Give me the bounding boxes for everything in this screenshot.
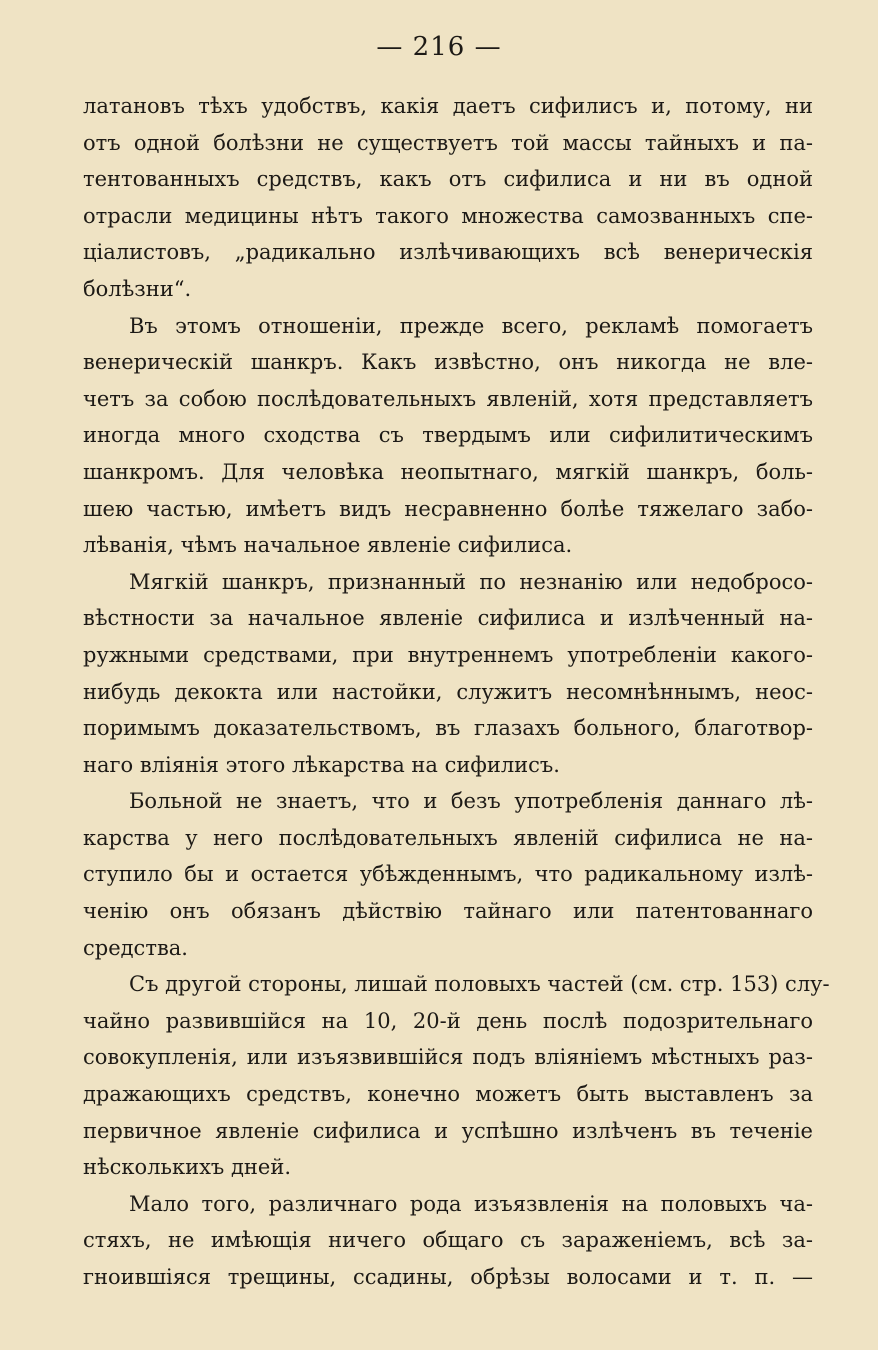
body-text xyxy=(83,88,830,1296)
text-line: четъ за собою послѣдовательныхъ явленій, хотя представляетъ xyxy=(83,386,813,411)
text-line: Больной не знаетъ, что и безъ употребленія даннаго лѣ- xyxy=(129,789,813,814)
text-line: вѣстности за начальное явленіе сифилиса и излѣченный на- xyxy=(83,606,813,631)
text-line: нибудь декокта или настойки, служитъ несомнѣннымъ, неос- xyxy=(83,679,813,704)
text-line: ружными средствами, при внутреннемъ употребленіи какого- xyxy=(83,642,813,667)
text-line: карства у него послѣдовательныхъ явленій сифилиса не на- xyxy=(83,825,813,850)
text-line: совокупленія, или изъязвившійся подъ вліяніемъ мѣстныхъ раз- xyxy=(83,1045,813,1070)
text-line: шею частью, имѣетъ видъ несравненно болѣе тяжелаго забо- xyxy=(83,496,813,521)
text-line: латановъ тѣхъ удобствъ, какія даетъ сифилисъ и, потому, ни xyxy=(83,94,813,118)
text-line: чайно развившійся на 10, 20-й день послѣ подозрительнаго xyxy=(83,1008,813,1033)
text-line: первичное явленіе сифилиса и успѣшно излѣченъ въ теченіе xyxy=(83,1118,813,1143)
text-line: нѣсколькихъ дней. xyxy=(83,1155,291,1180)
text-line: лѣванія, чѣмъ начальное явленіе сифилиса. xyxy=(83,533,573,558)
text-line: поримымъ доказательствомъ, въ глазахъ больного, благотвор- xyxy=(83,716,813,741)
text-line: Мягкій шанкръ, признанный по незнанію или недобросо- xyxy=(129,569,813,594)
text-line: ступило бы и остается убѣжденнымъ, что радикальному излѣ- xyxy=(83,862,813,887)
text-line: болѣзни“. xyxy=(83,276,192,301)
text-line: ченію онъ обязанъ дѣйствію тайнаго или патентованнаго xyxy=(83,899,813,924)
text-line: иногда много сходства съ твердымъ или сифилитическимъ xyxy=(83,423,813,448)
text-line: наго вліянія этого лѣкарства на сифилисъ. xyxy=(83,752,560,777)
page-number: — 216 — xyxy=(376,32,502,62)
text-line: дражающихъ средствъ, конечно можетъ быть выставленъ за xyxy=(83,1082,813,1107)
text-line: венерическій шанкръ. Какъ извѣстно, онъ никогда не вле- xyxy=(83,350,813,375)
text-line: отъ одной болѣзни не существуетъ той массы тайныхъ и па- xyxy=(83,130,813,155)
text-line: ціалистовъ, „радикально излѣчивающихъ всѣ венерическія xyxy=(83,240,813,265)
text-line: стяхъ, не имѣющія ничего общаго съ зараженіемъ, всѣ за- xyxy=(83,1228,813,1253)
text-line: средства. xyxy=(83,935,188,960)
text-line: тентованныхъ средствъ, какъ отъ сифилиса и ни въ одной xyxy=(83,167,813,192)
text-line: отрасли медицины нѣтъ такого множества самозванныхъ спе- xyxy=(83,203,813,228)
text-line: гноившіяся трещины, ссадины, обрѣзы волосами и т. п. — xyxy=(83,1265,813,1289)
text-line: Въ этомъ отношеніи, прежде всего, рекламѣ помогаетъ xyxy=(129,313,813,338)
text-line: Съ другой стороны, лишай половыхъ частей (см. стр. 153) слу- xyxy=(129,972,830,997)
text-line: шанкромъ. Для человѣка неопытнаго, мягкій шанкръ, бoль- xyxy=(83,459,813,484)
text-line: Мало того, различнаго рода изъязвленія на половыхъ ча- xyxy=(129,1191,813,1216)
